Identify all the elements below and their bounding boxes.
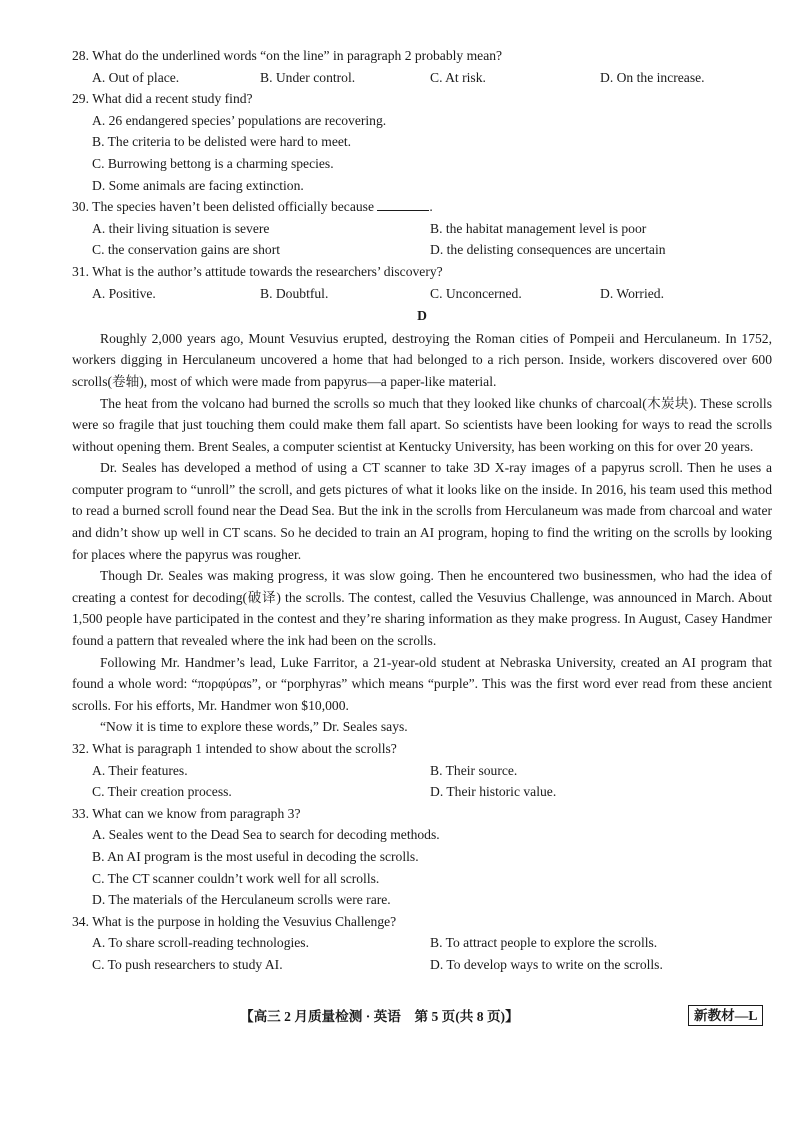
page-footer [240,1006,770,1028]
question-30 [72,196,772,261]
option-c[interactable]: C. Unconcerned. [430,285,522,301]
option-b[interactable]: B. Under control. [260,69,356,85]
passage-paragraph-4: Though Dr. Seales was making progress, it was slow going. Then he encountered two businessmen, who had the idea of creating a contest for decoding(破译) the scrolls. The contest, called the Vesuvius Challenge, was announced in March. About 1,500 people have participated in the contest and they’re sharing information as they make progress. In August, Casey Handmer found a pattern that revealed where the ink had been on the scrolls. [72,568,772,649]
question-stem: 28. What do the underlined words “on the line” in paragraph 2 probably mean? [72,48,503,63]
option-a[interactable]: A. To share scroll-reading technologies. [92,935,309,951]
option-d[interactable]: D. Worried. [600,285,664,301]
question-29 [72,88,772,196]
option-c[interactable]: C. To push researchers to study AI. [92,956,283,972]
passage-paragraph-3: Dr. Seales has developed a method of using a CT scanner to take 3D X-ray images of a papyrus scroll. Then he uses a computer program to “unroll” the scroll, and gets pictures of what it looks like on the inside. In 2016, his team used this method to read a burned scroll found near the Dead Sea. But the ink in the scrolls from Herculaneum was made from charcoal and water and didn’t show up well in CT scans. So he decided to train an AI program, hoping to find the writing on the scrolls by looking for places where the papyrus was rougher. [72,460,772,562]
options-grid [72,218,772,261]
option-c[interactable]: C. Burrowing bettong is a charming species. [92,155,334,171]
option-b[interactable]: B. An AI program is the most useful in decoding the scrolls. [92,848,419,864]
options-grid [72,932,772,975]
option-c[interactable]: C. The CT scanner couldn’t work well for all scrolls. [92,870,380,886]
exam-page [72,45,772,976]
option-d[interactable]: D. Their historic value. [430,784,557,800]
options-grid [72,760,772,803]
option-b[interactable]: B. To attract people to explore the scrolls. [430,935,658,951]
option-d[interactable]: D. The materials of the Herculaneum scrolls were rare. [92,892,391,908]
option-b[interactable]: B. Doubtful. [260,285,329,301]
option-b[interactable]: B. the habitat management level is poor [430,220,647,236]
passage-paragraph-1: Roughly 2,000 years ago, Mount Vesuvius erupted, destroying the Roman cities of Pompeii and Herculaneum. In 1752, workers digging in Herculaneum uncovered a home that had belonged to a rich person. Inside, workers discovered over 600 scrolls(卷轴), most of which were made from papyrus—a paper-like material. [72,330,772,389]
option-a[interactable]: A. 26 endangered species’ populations are recovering. [92,112,387,128]
question-33 [72,803,772,911]
edition-tag: 新教材—L [688,1005,763,1026]
reading-passage [72,328,772,738]
options-row [72,283,772,305]
passage-paragraph-5: Following Mr. Handmer’s lead, Luke Farritor, a 21-year-old student at Nebraska University, created an AI program that found a whole word: “πορφύραs”, or “porphyras” which means “purple”. This was the first word ever read from these ancient scrolls. For his efforts, Mr. Handmer won $10,000. [72,654,772,713]
question-stem: 34. What is the purpose in holding the Vesuvius Challenge? [72,913,397,929]
option-a[interactable]: A. Out of place. [92,69,180,85]
option-d[interactable]: D. On the increase. [600,69,705,85]
option-a[interactable]: A. Their features. [92,762,188,778]
answer-blank[interactable] [377,196,429,211]
passage-paragraph-6: “Now it is time to explore these words,” Dr. Seales says. [100,719,408,735]
question-34 [72,911,772,976]
option-d[interactable]: D. To develop ways to write on the scrolls. [430,956,663,972]
footer-text: 【高三 2 月质量检测 · 英语 第 5 页(共 8 页)】 [240,1009,519,1024]
option-d[interactable]: D. Some animals are facing extinction. [92,177,304,193]
question-28 [72,45,772,88]
option-a[interactable]: A. Seales went to the Dead Sea to search for decoding methods. [92,827,440,843]
question-stem: 31. What is the author’s attitude towards the researchers’ discovery? [72,263,443,279]
question-stem: 30. The species haven’t been delisted officially because [72,199,374,215]
options-row [72,67,772,89]
option-c[interactable]: C. Their creation process. [92,784,232,800]
question-stem: 32. What is paragraph 1 intended to show about the scrolls? [72,741,397,756]
option-b[interactable]: B. The criteria to be delisted were hard to meet. [92,134,352,150]
question-31 [72,261,772,304]
question-stem-line: 30. The species haven’t been delisted officially because . [72,196,772,218]
option-c[interactable]: C. At risk. [430,69,486,85]
option-d[interactable]: D. the delisting consequences are uncertain [430,242,666,258]
option-b[interactable]: B. Their source. [430,762,518,778]
option-c[interactable]: C. the conservation gains are short [92,242,280,258]
option-a[interactable]: A. their living situation is severe [92,220,270,236]
passage-paragraph-2: The heat from the volcano had burned the scrolls so much that they looked like chunks of charcoal(木炭块). These scrolls were so fragile that just touching them could make them fall apart. So scientists have been looking for ways to read the scrolls without opening them. Brent Seales, a computer scientist at Kentucky University, has been working on this for over 20 years. [72,395,772,454]
question-stem: 29. What did a recent study find? [72,91,253,107]
option-a[interactable]: A. Positive. [92,285,156,301]
question-32 [72,738,772,803]
question-stem: 33. What can we know from paragraph 3? [72,805,301,821]
section-heading: D [417,308,427,324]
